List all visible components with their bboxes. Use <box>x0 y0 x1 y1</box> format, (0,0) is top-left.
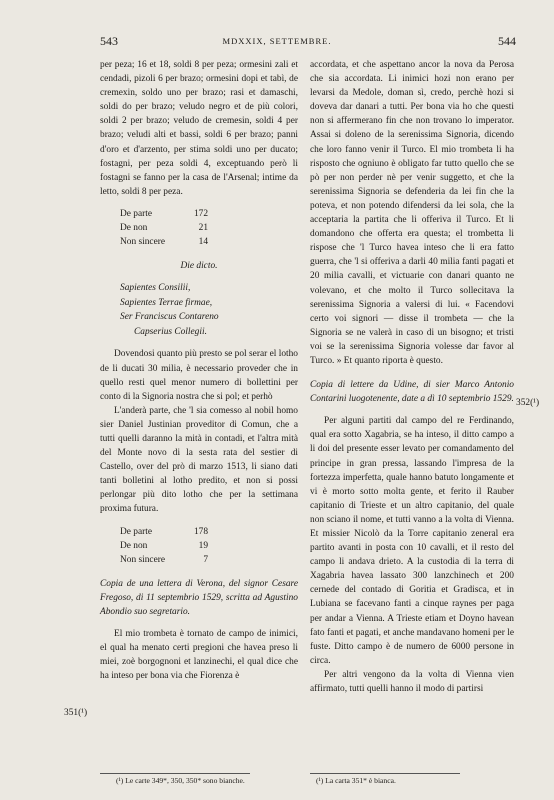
vote-table-2 <box>120 525 298 567</box>
vote-count: 7 <box>203 554 208 565</box>
name-line: Sapientes Consilii, <box>120 283 191 294</box>
left-paragraph-3: L'anderà parte, che 'l sia comesso al nobil homo sier Daniel Justinian proveditor di Comun, che a tutti quelli daranno la mità in contadi, et l'altra mità del Monte novo di la sesta rata del sestier di Castello, over del prò di marzo 1513, li siano dati tanti bolletini al lotho predito, et non si possi perlongar più dito lotho che per la settimana proxima futura. <box>100 405 298 515</box>
vote-label: Non sincere <box>120 236 166 247</box>
sapientes-list <box>120 281 298 339</box>
right-paragraph-2: Per alguni partiti dal campo del re Ferdinando, qual era sotto Xagabria, se ha inteso, il ditto campo a li doi del presente esser levato per comandamento del principe in gran pressa, lassando l'impresa de la fortezza imperfetta, quale hanno batuto longamente et vi è morto sotto molta gente, et ferito il Rauber capitanio di Trieste et un altro capitanio, del quale non sciano il nome, et tutti vanno a la volta di Vienna. Et missier Nicolò da la Torre capitanio zeneral era partito avanti in posta con 10 cavalli, et il resto del campo li andava drieto. A la custodia di la terra di Xagabria havea lassato 300 lanzchinech et 200 cernede del contado di Goritia et Gradisca, et in Lubiana se facevano fanti a cinque raynes per paga per andar a Vienna. A Trieste etiam et Doyno havean fato fanti et pagati, et anche mandavano homeni per le fuste. Ditto campo è de numero de 6000 persone in circa. <box>310 416 514 666</box>
vote-count: 21 <box>198 222 208 233</box>
right-letter-heading: Copia di lettere da Udine, di sier Marco Antonio Contarini luogotenente, date a dì 10 septembrio 1529. <box>310 380 514 405</box>
name-line: Ser Franciscus Contareno <box>120 312 219 323</box>
name-line: Sapientes Terrae firmae, <box>120 297 213 308</box>
left-letter-heading: Copia de una lettera di Verona, del signor Cesare Fregoso, di 11 septembrio 1529, scritta ad Agustino Abondio suo segretario. <box>100 578 298 617</box>
running-header <box>0 34 554 54</box>
name-line: Capserius Collegii. <box>134 326 207 337</box>
page-number-right: 544 <box>498 34 516 48</box>
page-number-left: 543 <box>100 34 118 48</box>
left-paragraph-1: per peza; 16 et 18, soldi 8 per peza; ormesini zali et cendadi, pizoli 6 per brazo; ormesini dopi et tabì, de cremexin, soldo uno per brazo; rasi et damaschi, soldi do per brazo; veludo negro et de più colori, soldi 2 per brazo; veludo de cremesin, soldi 4 per brazo; veludi alti et bassi, soldi 6 per brazo; panni d'oro et d'arzento, per stima soldi uno per ducato; fostagni, per peza soldi 4, exceptuando però li fostagni se fanno per la casa de l'Arsenal; intime da letto, soldi 8 per peza. <box>100 60 298 197</box>
right-paragraph-3: Per altri vengono da la volta di Vienna vien affirmato, tutti quelli hanno il modo di partirsi <box>310 669 514 695</box>
right-column <box>310 58 514 696</box>
vote-count: 14 <box>198 236 208 247</box>
vote-label: De parte <box>120 526 153 537</box>
left-column <box>100 58 298 683</box>
vote-label: De non <box>120 222 148 233</box>
vote-count: 172 <box>193 208 208 219</box>
vote-label: De parte <box>120 208 153 219</box>
vote-label: Non sincere <box>120 554 166 565</box>
margin-note-left: 351(¹) <box>64 708 88 718</box>
margin-note-right: 352(¹) <box>516 398 540 408</box>
left-paragraph-4: El mio trombeta è tornato de campo de inimici, el qual ha menato certi pregioni che havea preso li miei, zoè borgognoni et lanzinechi, el qual dice che ha inteso per bona via che Fiorenza è <box>100 628 298 682</box>
right-paragraph-1: accordata, et che aspettano ancor la nova da Perosa che sia accordata. Li inimici hozi non erano per levarsi da Medole, doman sì, credo, perchè hozi si doveva dar danari a tutti. Per bona via ho che questi non si affermerano fin che non trovano lo imperator. Assai si doleno de la serenissima Signoria, dicendo che loro fanno venir il Turco. El mio trombeta li ha risposto che ogniuno è obligato far tutto quello che se pò per non perder nè per venir suggetto, et che la serenissima Signoria se defenderia da lei fin che la poteva, et non potendo difendersi da lei sola, che la acceptaria la partita che li offeriva il Turco. Et li domandono che offerta era questa; el trombetta li rispose che 'l Turco havea inteso che li era fatto guerra, che 'l si offeriva a darli 40 milia fanti pagati et 20 milia cavalli, et victuarie con danari quanto ne volevano, et che molto il Turco sollecitava la serenissima Signoria a valersi di lui. « Facendovi certo voi signori — disse il trombeta — che la Signoria se ne valerà in caso di un bisogno; et tristi voi se la serenissima Signoria volesse dar favor al Turco. » Et quanto riporta è questo. <box>310 60 514 366</box>
vote-count: 178 <box>193 526 208 537</box>
vote-count: 19 <box>198 540 208 551</box>
left-paragraph-2: Dovendosi quanto più presto se pol serar el lotho de li ducati 30 milia, è necessario proveder che in quello resti quel menor numero di bollettini per conto di la Signoria nostra che si pol; et perhò <box>100 349 298 402</box>
header-title: MDXXIX, SETTEMBRE. <box>222 36 332 46</box>
die-dicto: Die dicto. <box>180 260 218 271</box>
footnote-right: (¹) La carta 351* è bianca. <box>316 776 396 785</box>
footnote-rule-left <box>100 773 250 774</box>
footnote-left: (¹) Le carte 349*, 350, 350* sono bianche. <box>116 776 245 785</box>
vote-label: De non <box>120 540 148 551</box>
vote-table-1 <box>120 207 298 249</box>
footnote-rule-right <box>310 773 460 774</box>
